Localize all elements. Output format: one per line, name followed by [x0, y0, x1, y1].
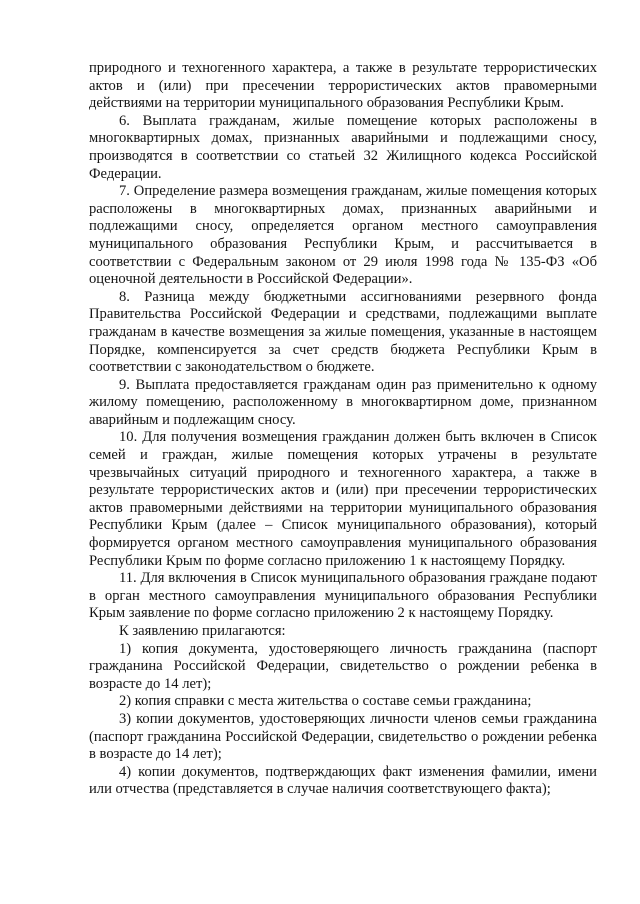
- paragraph-item-9: 9. Выплата предоставляется гражданам один раз применительно к одному жилому помещению, расположенному в многоквартирном доме, признанном аварийным и подлежащим сносу.: [89, 376, 597, 428]
- paragraph-item-11: 11. Для включения в Список муниципального образования граждане подают в орган местного самоуправления муниципального образования Республики Крым заявление по форме согласно приложению 2 к настоящему Порядку.: [89, 570, 597, 622]
- paragraph-item-10: 10. Для получения возмещения гражданин должен быть включен в Список семей и граждан, жилые помещения которых утрачены в результате чрезвычайных ситуаций природного и техногенного характера, а также в результате террористических актов и (или) при пресечении террористических актов правомерными действиями на территории муниципального образования Республики Крым (далее – Список муниципального образования), который формируется органом местного самоуправления муниципального образования Республики Крым по форме согласно приложению 1 к настоящему Порядку.: [89, 429, 597, 569]
- paragraph-continuation: природного и техногенного характера, а также в результате террористических актов и (или) при пресечении террористических актов правомерными действиями на территории муниципального образования Республики Крым.: [89, 60, 597, 112]
- document-page: [89, 60, 597, 799]
- paragraph-item-8: 8. Разница между бюджетными ассигнованиями резервного фонда Правительства Российской Федерации и средствами, подлежащими выплате гражданам в качестве возмещения за жилые помещения, указанные в настоящем Порядке, компенсируется за счет средств бюджета Республики Крым в соответствии с законодательством о бюджете.: [89, 288, 597, 376]
- attachments-intro: К заявлению прилагаются:: [119, 623, 286, 639]
- paragraph-item-6: 6. Выплата гражданам, жилые помещение которых расположены в многоквартирных домах, признанных аварийными и подлежащими сносу, производятся в соответствии со статьей 32 Жилищного кодекса Российской Федерации.: [89, 112, 597, 182]
- attachment-item-2: 2) копия справки с места жительства о составе семьи гражданина;: [119, 693, 532, 710]
- paragraph-item-7: 7. Определение размера возмещения гражданам, жилые помещения которых расположены в многоквартирных домах, признанных аварийными и подлежащими сносу, определяется органом местного самоуправления муниципального образования Республики Крым, и рассчитывается в соответствии с Федеральным законом от 29 июля 1998 года № 135-ФЗ «Об оценочной деятельности в Российской Федерации».: [89, 183, 597, 288]
- attachment-item-4: 4) копии документов, подтверждающих факт изменения фамилии, имени или отчества (представляется в случае наличия соответствующего факта);: [89, 763, 597, 798]
- attachment-item-1: 1) копия документа, удостоверяющего личность гражданина (паспорт гражданина Российской Федерации, свидетельство о рождении ребенка в возрасте до 14 лет);: [89, 640, 597, 692]
- attachment-item-3: 3) копии документов, удостоверяющих личности членов семьи гражданина (паспорт гражданина Российской Федерации, свидетельство о рождении ребенка в возрасте до 14 лет);: [89, 710, 597, 763]
